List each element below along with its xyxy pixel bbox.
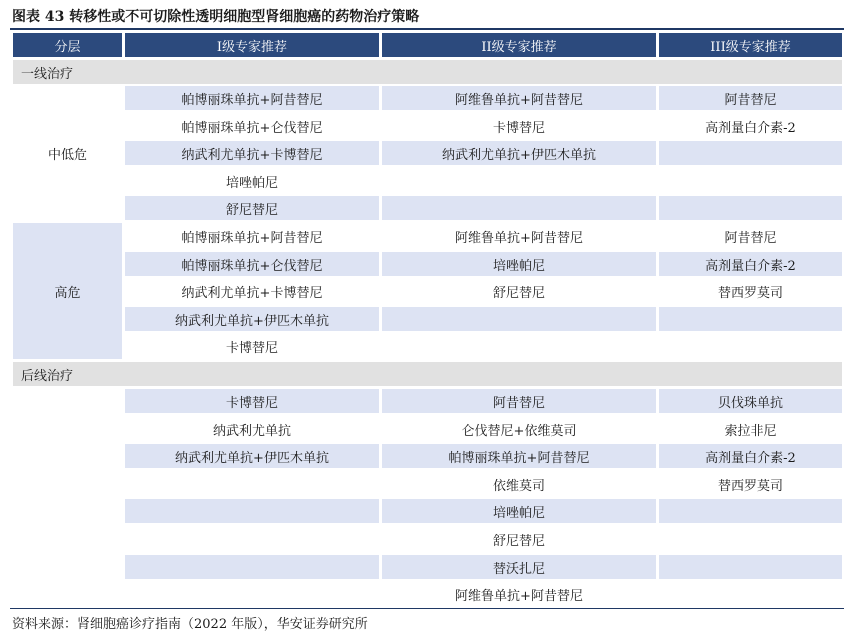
- level-2-cell: 依维莫司: [492, 478, 545, 494]
- level-2-cell: 舒尼替尼: [492, 533, 545, 549]
- level-3-cell: [659, 334, 842, 358]
- level-2-cell: 纳武利尤单抗+伊匹木单抗: [382, 141, 656, 165]
- level-2-cell: 卡博替尼: [492, 120, 545, 136]
- level-3-cell: [659, 582, 842, 606]
- level-2-cell: [382, 334, 656, 358]
- level-1-cell: 培唑帕尼: [225, 175, 278, 191]
- level-1-cell: 卡博替尼: [225, 340, 278, 356]
- level-2-cell: 帕博丽珠单抗+阿昔替尼: [382, 444, 656, 468]
- level-3-cell: [659, 196, 842, 220]
- level-3-cell: [659, 555, 842, 579]
- header-level-1: I级专家推荐: [125, 33, 379, 57]
- level-1-cell: [125, 527, 379, 551]
- level-1-cell: 纳武利尤单抗+伊匹木单抗: [125, 307, 379, 331]
- level-1-cell: [125, 499, 379, 523]
- risk-group-low-mid: 中低危: [47, 147, 87, 163]
- level-2-cell: 阿维鲁单抗+阿昔替尼: [455, 230, 583, 246]
- level-1-cell: 帕博丽珠单抗+仑伐替尼: [125, 252, 379, 276]
- level-2-cell: 阿昔替尼: [382, 389, 656, 413]
- level-2-cell: [382, 196, 656, 220]
- level-1-cell: [125, 472, 379, 496]
- level-3-cell: 高剂量白介素-2: [659, 444, 842, 468]
- level-1-cell: 舒尼替尼: [125, 196, 379, 220]
- section-first-line: 一线治疗: [13, 60, 842, 84]
- figure-title: 图表 43 转移性或不可切除性透明细胞型肾细胞癌的药物治疗策略: [12, 9, 420, 25]
- level-1-cell: [125, 582, 379, 606]
- level-1-cell: 卡博替尼: [125, 389, 379, 413]
- header-level-3: III级专家推荐: [659, 33, 842, 57]
- level-1-cell: 帕博丽珠单抗+阿昔替尼: [181, 230, 323, 246]
- source-note: 资料来源：肾细胞癌诊疗指南（2022 年版），华安证券研究所: [12, 617, 368, 632]
- table-header: [0, 33, 851, 57]
- level-3-cell: [659, 499, 842, 523]
- level-2-cell: 培唑帕尼: [382, 499, 656, 523]
- level-1-cell: [125, 555, 379, 579]
- level-2-cell: 舒尼替尼: [492, 285, 545, 301]
- level-2-cell: 培唑帕尼: [382, 252, 656, 276]
- level-1-cell: 纳武利尤单抗+卡博替尼: [181, 285, 323, 301]
- level-3-cell: 替西罗莫司: [717, 285, 783, 301]
- level-3-cell: [659, 307, 842, 331]
- level-2-cell: 仑伐替尼+依维莫司: [461, 423, 577, 439]
- level-2-cell: [382, 307, 656, 331]
- level-3-cell: 高剂量白介素-2: [705, 120, 796, 136]
- level-3-cell: 阿昔替尼: [659, 86, 842, 110]
- level-3-cell: [659, 169, 842, 193]
- header-tier: 分层: [13, 33, 122, 57]
- level-1-cell: 纳武利尤单抗+卡博替尼: [125, 141, 379, 165]
- risk-group-high: 高危: [13, 223, 122, 359]
- level-3-cell: 阿昔替尼: [724, 230, 777, 246]
- level-1-cell: 帕博丽珠单抗+仑伐替尼: [181, 120, 323, 136]
- level-2-cell: 阿维鲁单抗+阿昔替尼: [382, 86, 656, 110]
- level-3-cell: 替西罗莫司: [717, 478, 783, 494]
- level-3-cell: 高剂量白介素-2: [659, 252, 842, 276]
- level-3-cell: [659, 141, 842, 165]
- level-1-cell: 帕博丽珠单抗+阿昔替尼: [125, 86, 379, 110]
- title-rule: [10, 28, 844, 30]
- level-3-cell: [659, 527, 842, 551]
- header-level-2: II级专家推荐: [382, 33, 656, 57]
- level-1-cell: 纳武利尤单抗+伊匹木单抗: [125, 444, 379, 468]
- level-3-cell: 索拉非尼: [724, 423, 777, 439]
- level-2-cell: 阿维鲁单抗+阿昔替尼: [455, 588, 583, 604]
- level-3-cell: 贝伐珠单抗: [659, 389, 842, 413]
- level-1-cell: 纳武利尤单抗: [212, 423, 291, 439]
- bottom-rule: [10, 608, 844, 609]
- section-later-line: 后线治疗: [13, 362, 842, 386]
- level-2-cell: 替沃扎尼: [382, 555, 656, 579]
- level-2-cell: [382, 169, 656, 193]
